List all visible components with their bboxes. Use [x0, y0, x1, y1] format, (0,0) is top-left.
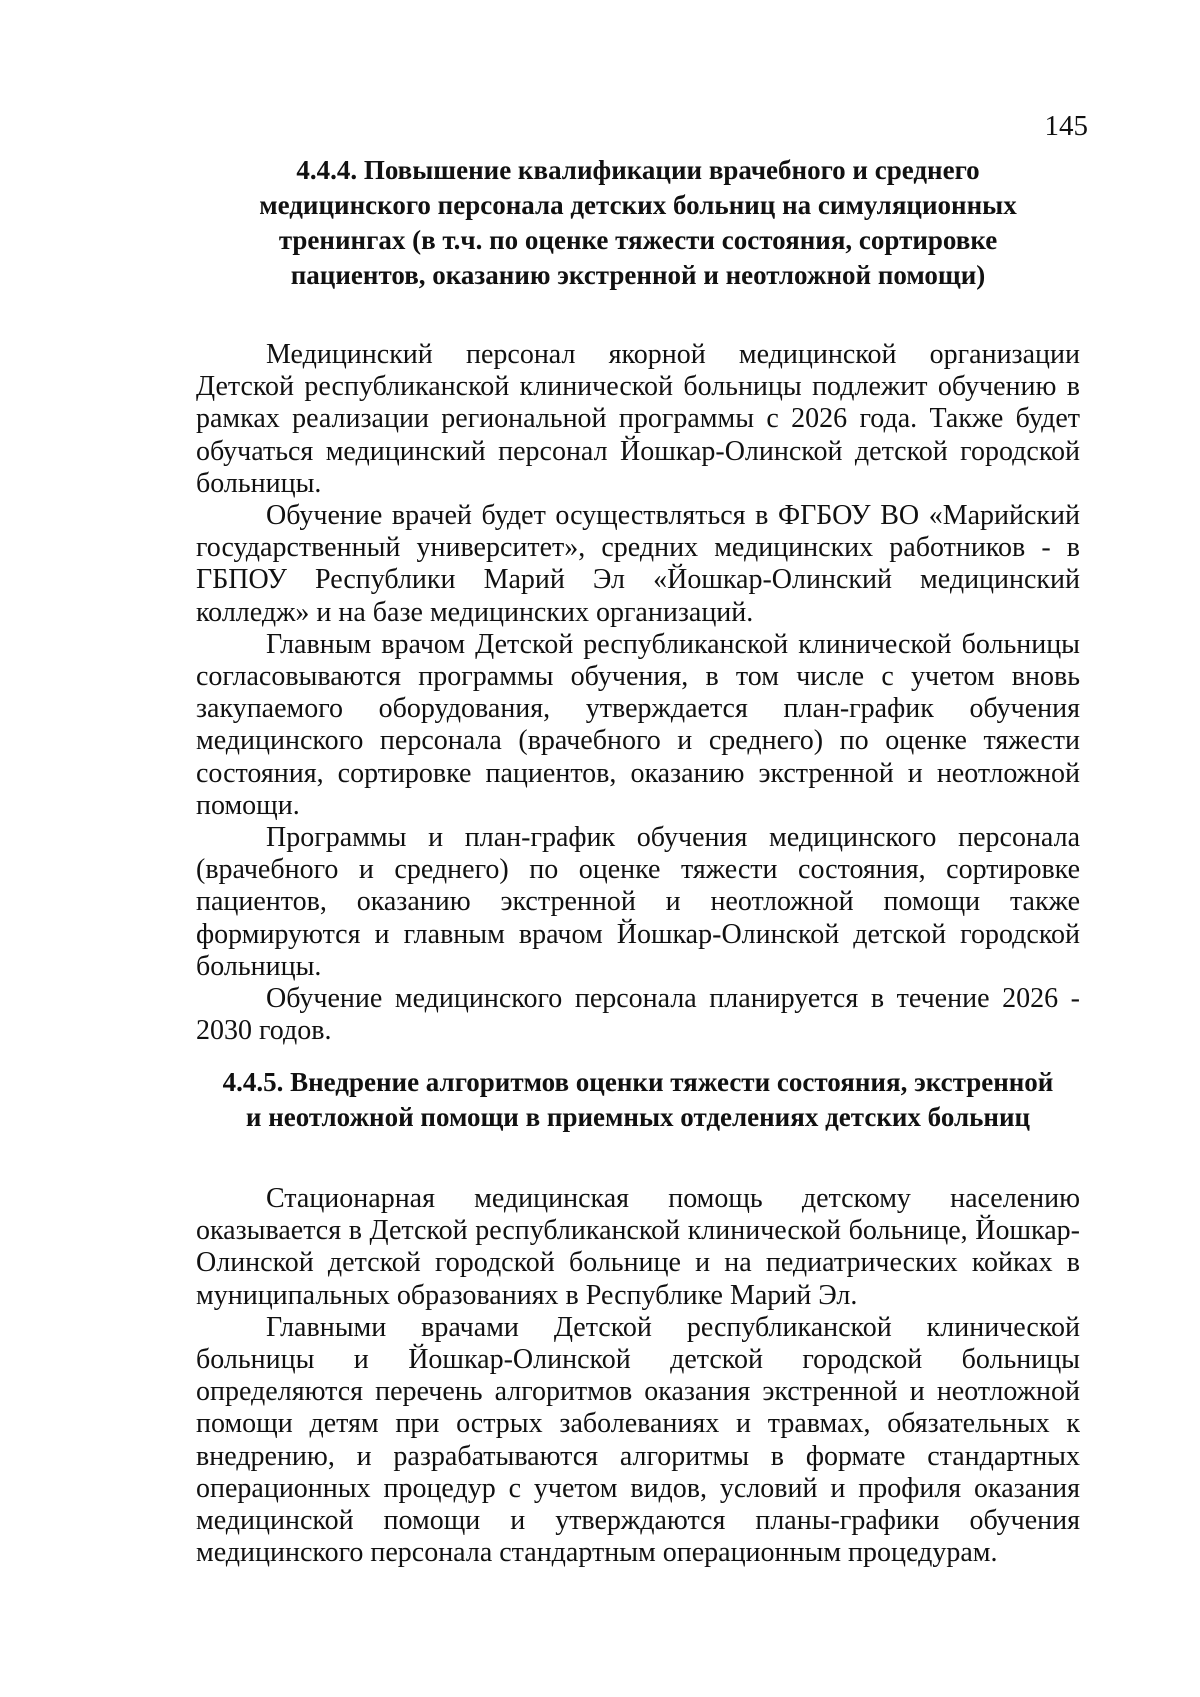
page-number: 145 [1044, 110, 1088, 142]
section-heading [196, 153, 1080, 293]
heading-line: медицинского персонала детских больниц на симуляционных [259, 190, 1017, 220]
paragraph: Программы и план-график обучения медицинского персонала (врачебного и среднего) по оценке тяжести состояния, сортировке пациентов, оказанию экстренной и неотложной помощи также формируются и главным врачом Йошкар-Олинской детской городской больницы. [196, 822, 1080, 982]
paragraph: Обучение медицинского персонала планируется в течение 2026 - 2030 годов. [196, 983, 1080, 1047]
section-4-4-5 [196, 1065, 1080, 1569]
paragraph: Главными врачами Детской республиканской клинической больницы и Йошкар-Олинской детской городской больницы определяются перечень алгоритмов оказания экстренной и неотложной помощи детям при острых заболеваниях и травмах, обязательных к внедрению, и разрабатываются алгоритмы в формате стандартных операционных процедур с учетом видов, условий и профиля оказания медицинской помощи и утверждаются планы-графики обучения медицинского персонала стандартным операционным процедурам. [196, 1311, 1080, 1569]
section-heading [196, 1065, 1080, 1135]
paragraph: Обучение врачей будет осуществляться в ФГБОУ ВО «Марийский государственный университет», средних медицинских работников - в ГБПОУ Республики Марий Эл «Йошкар-Олинский медицинский колледж» и на базе медицинских организаций. [196, 500, 1080, 628]
heading-line: 4.4.5. Внедрение алгоритмов оценки тяжести состояния, экстренной [222, 1067, 1054, 1097]
paragraph: Медицинский персонал якорной медицинской организации Детской республиканской клинической больницы подлежит обучению в рамках реализации региональной программы с 2026 года. Также будет обучаться медицинский персонал Йошкар-Олинской детской городской больницы. [196, 339, 1080, 499]
section-body [196, 339, 1080, 1047]
heading-line: тренингах (в т.ч. по оценке тяжести состояния, сортировке [278, 225, 998, 255]
paragraph: Главным врачом Детской республиканской клинической больницы согласовываются программы обучения, в том числе с учетом вновь закупаемого оборудования, утверждается план-график обучения медицинского персонала (врачебного и среднего) по оценке тяжести состояния, сортировке пациентов, оказанию экстренной и неотложной помощи. [196, 628, 1080, 821]
section-body [196, 1183, 1080, 1569]
heading-line: пациентов, оказанию экстренной и неотложной помощи) [290, 260, 986, 290]
heading-line: и неотложной помощи в приемных отделениях детских больниц [245, 1102, 1031, 1132]
paragraph: Стационарная медицинская помощь детскому населению оказывается в Детской республиканской клинической больнице, Йошкар-Олинской детской городской больнице и на педиатрических койках в муниципальных образованиях в Республике Марий Эл. [196, 1183, 1080, 1311]
heading-line: 4.4.4. Повышение квалификации врачебного и среднего [296, 155, 980, 185]
section-4-4-4 [196, 153, 1080, 1047]
